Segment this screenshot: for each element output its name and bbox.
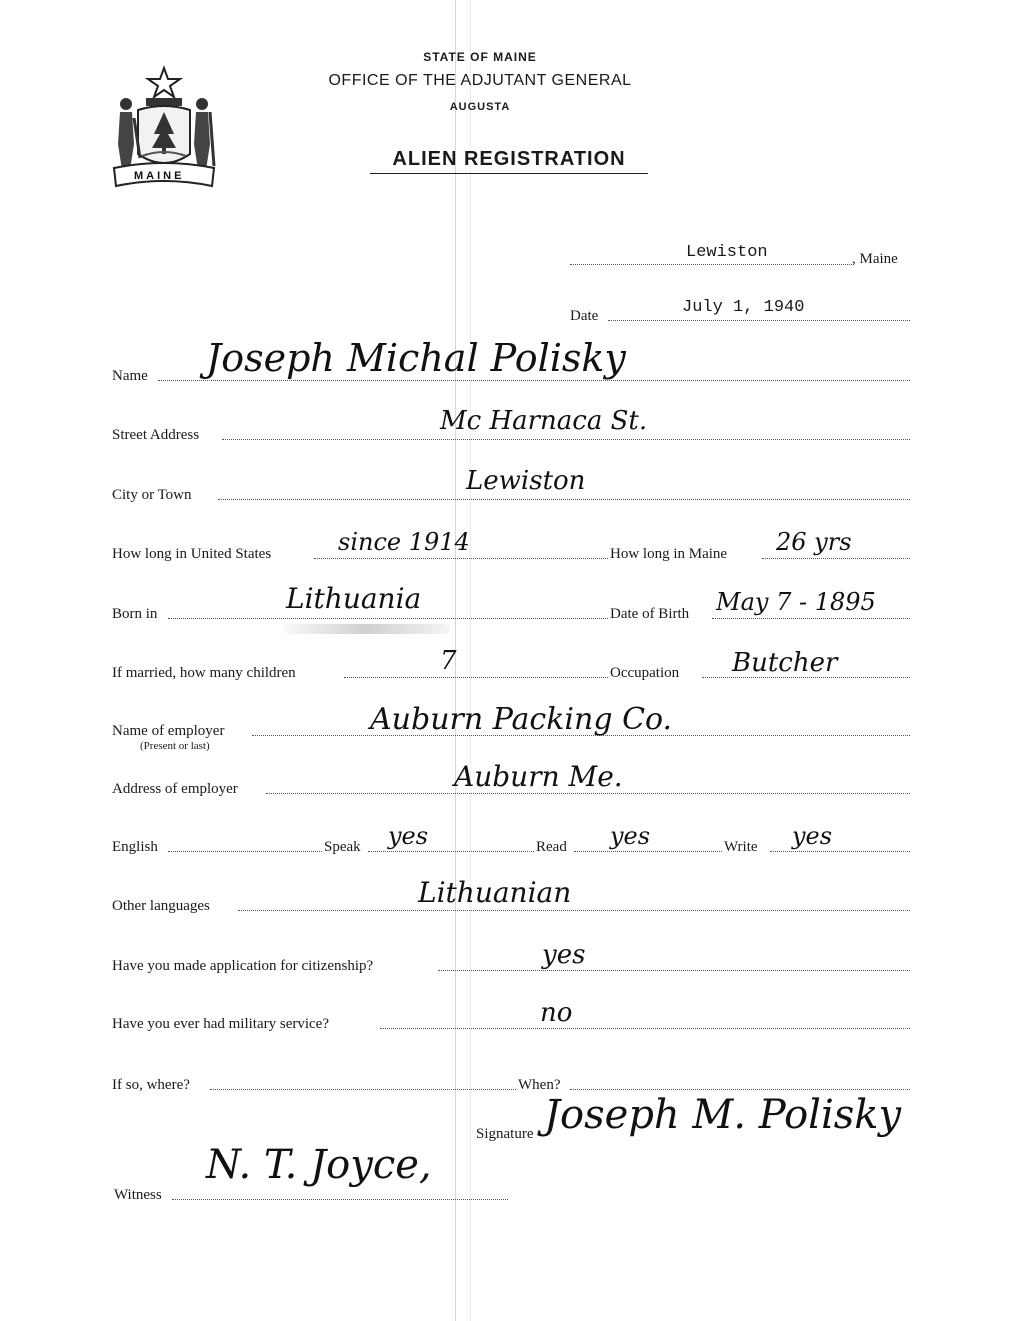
name-line — [158, 380, 910, 381]
dob-line — [712, 618, 910, 619]
english-label: English — [112, 839, 158, 855]
witness-label: Witness — [114, 1187, 162, 1203]
speak-label: Speak — [324, 839, 361, 855]
speak-line — [368, 851, 534, 852]
ink-smear — [282, 624, 450, 634]
seal-text: MAINE — [134, 170, 185, 182]
form-title: ALIEN REGISTRATION — [370, 148, 648, 174]
date-label: Date — [570, 308, 599, 324]
born-value: Lithuania — [286, 582, 422, 615]
header-state: STATE OF MAINE — [423, 50, 537, 64]
born-label: Born in — [112, 606, 158, 622]
citizenship-line — [438, 970, 910, 971]
occupation-label: Occupation — [610, 665, 680, 681]
header-office: OFFICE OF THE ADJUTANT GENERAL — [328, 72, 632, 89]
maine-duration-line — [762, 558, 910, 559]
other-languages-value: Lithuanian — [418, 876, 572, 909]
date-value: July 1, 1940 — [682, 298, 805, 317]
signature-value: Joseph M. Polisky — [544, 1092, 902, 1138]
place-line — [570, 264, 852, 265]
when-line — [570, 1089, 910, 1090]
citizenship-label: Have you made application for citizenship? — [112, 958, 374, 974]
children-label: If married, how many children — [112, 665, 296, 681]
read-label: Read — [536, 839, 567, 855]
fold-line-shadow — [470, 0, 471, 1321]
when-label: When? — [518, 1077, 561, 1093]
english-line — [168, 851, 322, 852]
employer-address-line — [266, 793, 910, 794]
witness-line — [172, 1199, 508, 1200]
employer-address-value: Auburn Me. — [454, 760, 623, 793]
place-value: Lewiston — [686, 243, 768, 262]
other-languages-line — [238, 910, 910, 911]
employer-value: Auburn Packing Co. — [370, 702, 673, 737]
city-line — [218, 499, 910, 500]
where-label: If so, where? — [112, 1077, 190, 1093]
born-line — [168, 618, 608, 619]
employer-address-label: Address of employer — [112, 781, 238, 797]
employer-label: Name of employer — [112, 723, 225, 739]
street-line — [222, 439, 910, 440]
other-languages-label: Other languages — [112, 898, 210, 914]
city-label: City or Town — [112, 487, 192, 503]
occupation-value: Butcher — [732, 648, 838, 678]
write-label: Write — [724, 839, 758, 855]
maine-duration-value: 26 yrs — [776, 528, 852, 556]
us-duration-value: since 1914 — [338, 528, 470, 556]
children-value: 7 — [440, 646, 457, 676]
maine-duration-label: How long in Maine — [610, 546, 728, 562]
children-line — [344, 677, 608, 678]
citizenship-value: yes — [542, 940, 586, 970]
place-suffix: , Maine — [852, 251, 898, 267]
city-value: Lewiston — [466, 466, 586, 496]
read-value: yes — [610, 822, 651, 850]
name-label: Name — [112, 368, 148, 384]
write-value: yes — [792, 822, 833, 850]
us-duration-label: How long in United States — [112, 546, 272, 562]
where-line — [210, 1089, 516, 1090]
street-label: Street Address — [112, 427, 200, 443]
signature-label: Signature — [476, 1126, 534, 1142]
speak-value: yes — [388, 822, 429, 850]
street-value: Mc Harnaca St. — [440, 406, 648, 436]
military-line — [380, 1028, 910, 1029]
us-duration-line — [314, 558, 608, 559]
write-line — [770, 851, 910, 852]
employer-sublabel: (Present or last) — [140, 740, 210, 752]
name-value: Joseph Michal Polisky — [206, 336, 626, 380]
date-line — [608, 320, 910, 321]
dob-value: May 7 - 1895 — [716, 588, 876, 616]
witness-value: N. T. Joyce, — [206, 1142, 432, 1188]
military-label: Have you ever had military service? — [112, 1016, 329, 1032]
dob-label: Date of Birth — [610, 606, 690, 622]
header-city: AUGUSTA — [449, 101, 511, 113]
read-line — [574, 851, 722, 852]
military-value: no — [540, 998, 573, 1028]
